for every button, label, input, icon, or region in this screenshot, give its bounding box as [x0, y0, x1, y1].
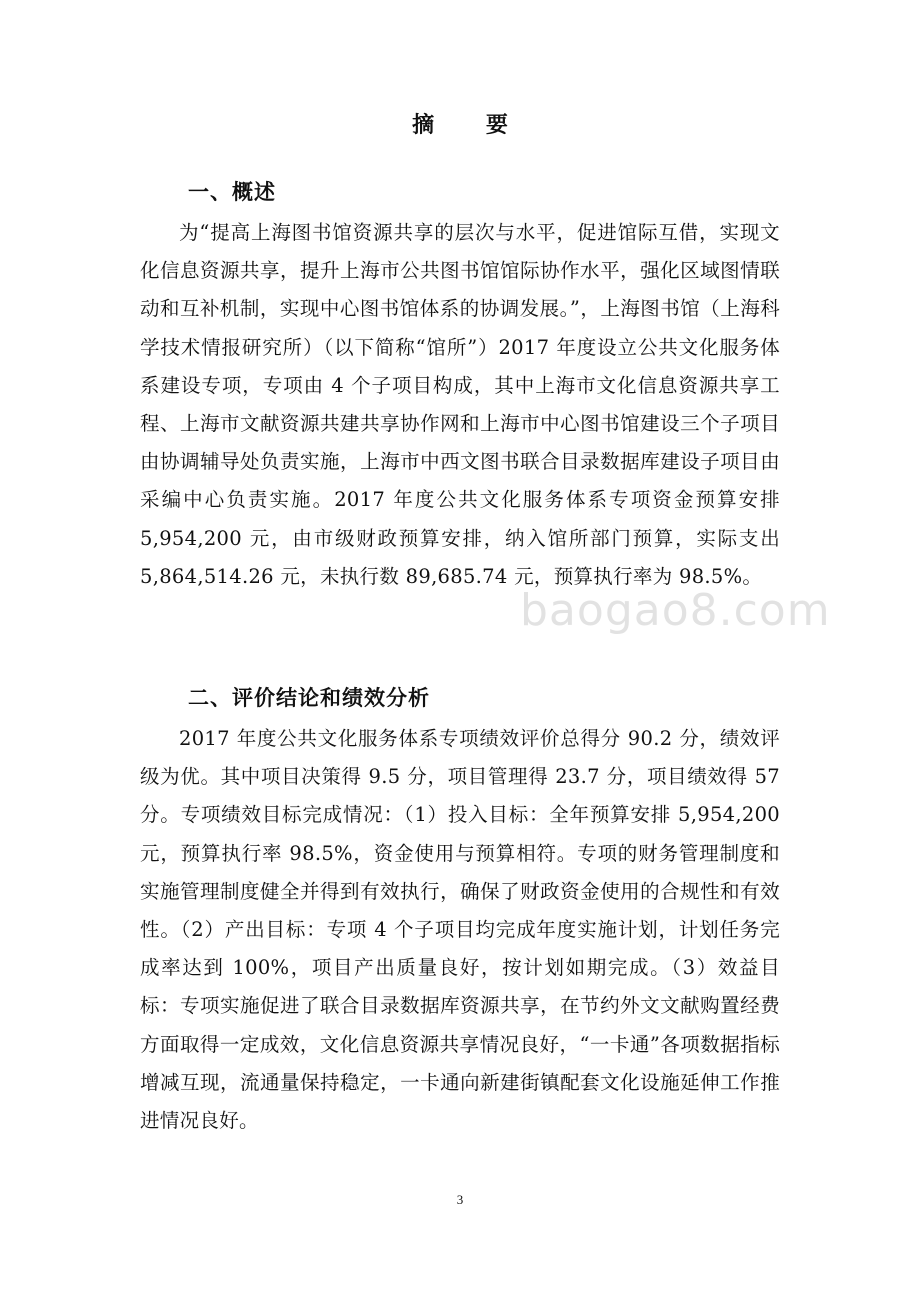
overview-paragraph: 为“提高上海图书馆资源共享的层次与水平，促进馆际互借，实现文化信息资源共享，提升上海市公共图书馆馆际协作水平，强化区域图情联动和互补机制，实现中心图书馆体系的协调发展。”，上海图书馆（上海科学技术情报研究所）（以下简称“馆所”）2017 年度设立公共文化服务体系建设专项，专项由 4 个子项目构成，其中上海市文化信息资源共享工程、上海市文献资源共建共享协作网和上海市中心图书馆建设三个子项目由协调辅导处负责实施，上海市中西文图书联合目录数据库建设子项目由采编中心负责实施。2017 年度公共文化服务体系专项资金预算安排 5,954,200 元，由市级财政预算安排，纳入馆所部门预算，实际支出 5,864,514.26 元，未执行数 89,685.74 元，预算执行率为 98.5%。 — [140, 221, 780, 588]
watermark: baogao8.com — [520, 585, 831, 636]
page-number: 3 — [456, 1192, 464, 1207]
evaluation-paragraph: 2017 年度公共文化服务体系专项绩效评价总得分 90.2 分，绩效评级为优。其中项目决策得 9.5 分，项目管理得 23.7 分，项目绩效得 57 分。专项绩效目标完成情况：（1）投入目标：全年预算安排 5,954,200 元，预算执行率 98.5%，资金使用与预算相符。专项的财务管理制度和实施管理制度健全并得到有效执行，确保了财政资金使用的合规性和有效性。（2）产出目标：专项 4 个子项目均完成年度实施计划，计划任务完成率达到 100%，项目产出质量良好，按计划如期完成。（3）效益目标：专项实施促进了联合目录数据库资源共享，在节约外文文献购置经费方面取得一定成效，文化信息资源共享情况良好，“一卡通”各项数据指标增减互现，流通量保持稳定，一卡通向新建街镇配套文化设施延伸工作推进情况良好。 — [140, 727, 780, 1133]
page-title: 摘 要 — [412, 113, 530, 138]
section-heading-overview: 一、概述 — [188, 180, 276, 204]
section-heading-evaluation: 二、评价结论和绩效分析 — [188, 686, 430, 710]
